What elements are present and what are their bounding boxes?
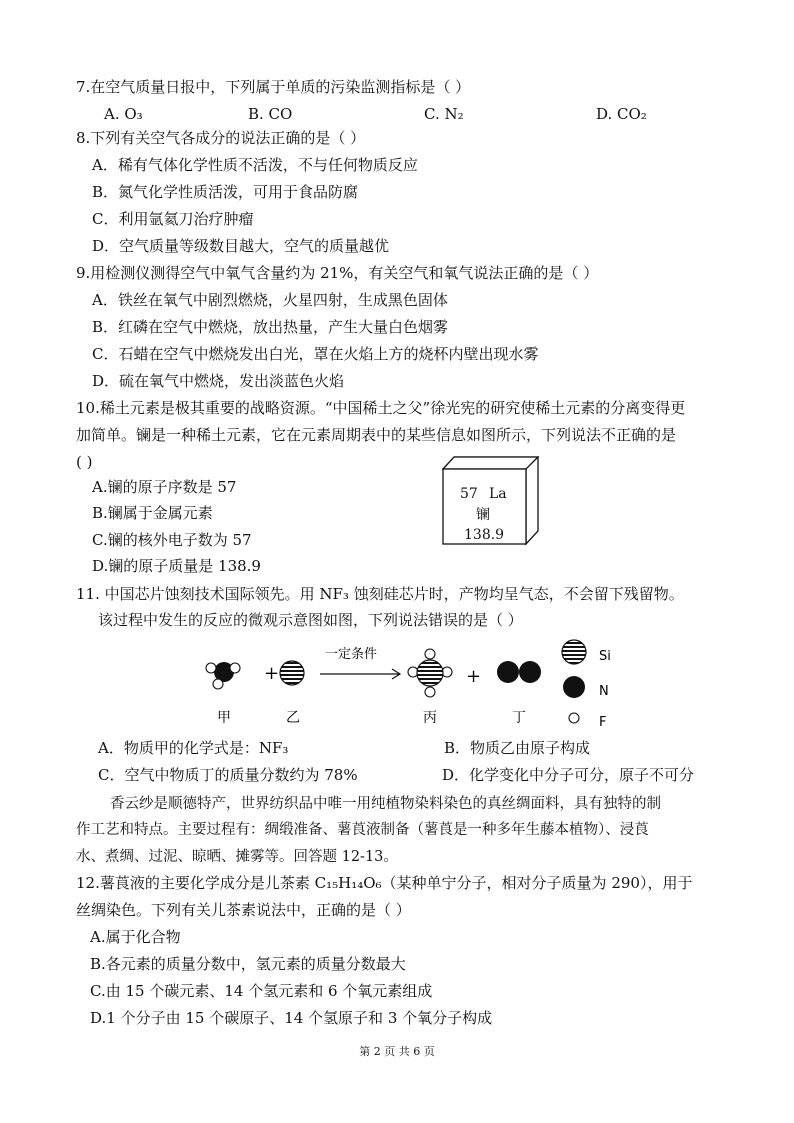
- legend-si-label: Si: [599, 649, 611, 664]
- atom-legend: [562, 640, 611, 730]
- molecule-jia-nf3: [206, 662, 240, 689]
- page-footer: 第 2 页 共 6 页: [359, 1045, 435, 1058]
- q8-option-a: A．稀有气体化学性质不活泼，不与任何物质反应: [92, 156, 418, 174]
- q8-option-b: B．氮气化学性质活泼，可用于食品防腐: [92, 183, 359, 201]
- legend-n-label: N: [599, 684, 609, 699]
- legend-f-label: F: [599, 715, 607, 730]
- fluorine-atom: [213, 679, 223, 689]
- q10-line-2: 加简单。镧是一种稀土元素，它在元素周期表中的某些信息如图所示，下列说法不正确的是: [76, 426, 677, 444]
- q8-stem: 8.下列有关空气各成分的说法正确的是（ ）: [76, 129, 366, 147]
- fluorine-atom: [230, 663, 240, 673]
- fluorine-atom: [425, 649, 435, 659]
- q12-option-c: C.由 15 个碳元素、14 个氢元素和 6 个氧元素组成: [90, 982, 433, 1000]
- fluorine-atom: [425, 687, 435, 697]
- element-name: 镧: [476, 507, 490, 523]
- q11-option-b: B．物质乙由原子构成: [444, 739, 591, 757]
- q10-option-b: B.镧属于金属元素: [92, 504, 213, 522]
- q12-line-2: 丝绸染色。下列有关儿茶素说法中，正确的是（ ）: [76, 901, 411, 919]
- q9-stem: 9.用检测仪测得空气中氧气含量约为 21%，有关空气和氧气说法正确的是（ ）: [76, 264, 599, 282]
- element-cell-lanthanum: [442, 456, 542, 556]
- nitrogen-atom: [497, 661, 519, 683]
- plus-sign-2: +: [466, 666, 482, 687]
- q12-line-1: 12.薯莨液的主要化学成分是儿茶素 C₁₅H₁₄O₆（某种单宁分子，相对分子质量为 290），用于: [76, 874, 693, 892]
- q11-option-c: C．空气中物质丁的质量分数约为 78%: [98, 766, 358, 784]
- label-jia: 甲: [217, 710, 231, 726]
- q11-line-1: 11. 中国芯片蚀刻技术国际领先。用 NF₃ 蚀刻硅芯片时，产物均呈气态，不会留下残留物。: [76, 585, 684, 603]
- q8-option-c: C．利用氩氦刀治疗肿瘤: [92, 210, 254, 228]
- q9-option-a: A．铁丝在氧气中剧烈燃烧，火星四射，生成黑色固体: [92, 291, 448, 309]
- q11-line-2: 该过程中发生的反应的微观示意图如图，下列说法错误的是（ ）: [98, 611, 523, 629]
- q9-option-b: B．红磷在空气中燃烧，放出热量，产生大量白色烟雾: [92, 318, 449, 336]
- legend-nitrogen-symbol: [563, 676, 585, 698]
- q7-option-a: A. O₃: [104, 105, 143, 123]
- q10-option-a: A.镧的原子序数是 57: [92, 478, 237, 496]
- label-bing: 丙: [423, 710, 437, 726]
- q12-option-b: B.各元素的质量分数中，氢元素的质量分数最大: [90, 955, 406, 973]
- molecule-yi-silicon: [280, 661, 304, 685]
- plus-sign-1: +: [264, 663, 280, 684]
- q10-line-3: ( ): [76, 453, 93, 471]
- q10-line-1: 10.稀土元素是极其重要的战略资源。“中国稀土之父”徐光宪的研究使稀土元素的分离变得更: [76, 399, 686, 417]
- q11-option-a: A．物质甲的化学式是：NF₃: [98, 739, 289, 757]
- silicon-atom: [417, 660, 443, 686]
- q11-option-d: D．化学变化中分子可分，原子不可分: [442, 766, 695, 784]
- q10-option-d: D.镧的原子质量是 138.9: [92, 557, 261, 575]
- q9-option-c: C．石蜡在空气中燃烧发出白光，罩在火焰上方的烧杯内壁出现水雾: [92, 345, 539, 363]
- q10-option-c: C.镧的核外电子数为 57: [92, 531, 252, 549]
- q7-stem: 7.在空气质量日报中，下列属于单质的污染监测指标是（ ）: [76, 78, 471, 96]
- q7-option-b: B. CO: [248, 105, 293, 123]
- q7-option-d: D. CO₂: [596, 105, 647, 123]
- q8-option-d: D．空气质量等级数目越大，空气的质量越优: [92, 237, 390, 255]
- molecule-bing-sif4: [408, 649, 452, 697]
- passage-line-3: 水、煮绸、过泥、晾晒、摊雾等。回答题 12-13。: [76, 849, 398, 865]
- legend-silicon-symbol: [562, 640, 586, 664]
- passage-line-2: 作工艺和特点。主要过程有：绸缎准备、薯莨液制备（薯莨是一种多年生藤本植物）、浸莨: [76, 822, 649, 838]
- element-symbol: La: [489, 486, 507, 502]
- reaction-condition: 一定条件: [325, 647, 378, 662]
- q12-option-d: D.1 个分子由 15 个碳原子、14 个氢原子和 3 个氧分子构成: [90, 1009, 493, 1027]
- q7-option-c: C. N₂: [424, 105, 464, 123]
- q9-option-d: D．硫在氧气中燃烧，发出淡蓝色火焰: [92, 372, 345, 390]
- element-mass: 138.9: [464, 527, 505, 543]
- nitrogen-atom: [519, 661, 541, 683]
- fluorine-atom: [206, 663, 216, 673]
- passage-line-1: 香云纱是顺德特产，世界纺织品中唯一用纯植物染料染色的真丝绸面料，具有独特的制: [110, 796, 661, 812]
- q12-option-a: A.属于化合物: [90, 928, 181, 946]
- legend-fluorine-symbol: [569, 713, 579, 723]
- label-yi: 乙: [286, 710, 300, 726]
- element-atomic-number: 57: [460, 486, 478, 502]
- label-ding: 丁: [512, 710, 526, 726]
- reaction-micro-diagram: [190, 634, 630, 739]
- molecule-ding-n2: [497, 661, 541, 683]
